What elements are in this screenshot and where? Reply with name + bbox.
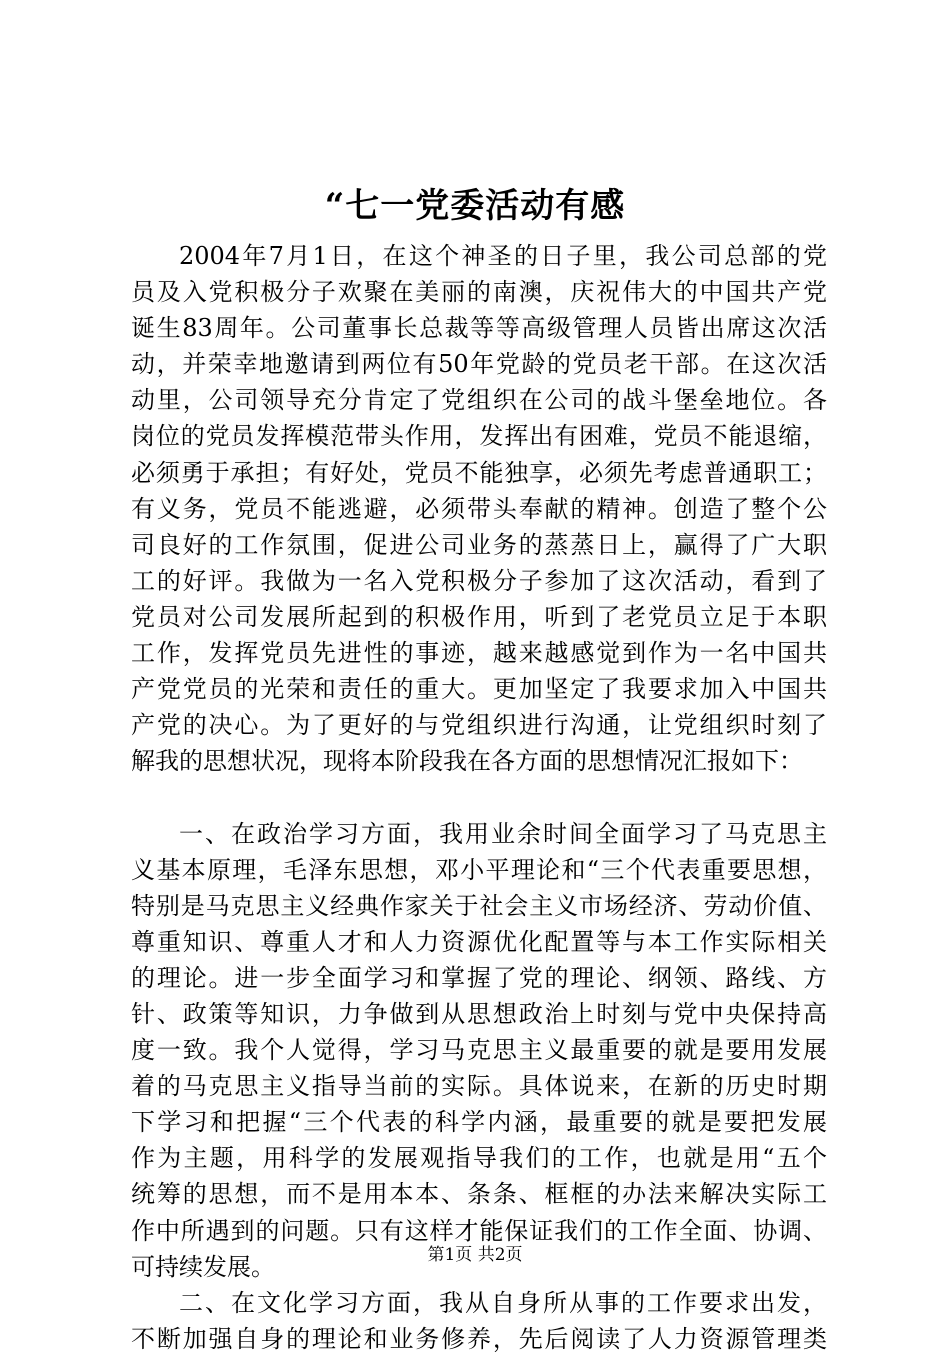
paragraph-3 — [131, 1285, 827, 1357]
text-line: 产党的决心。为了更好的与党组织进行沟通，让党组织时刻了 — [131, 711, 827, 740]
text-line: 度一致。我个人觉得，学习马克思主义最重要的就是要用发展 — [131, 1036, 827, 1065]
text-line: 动里，公司领导充分肯定了党组织在公司的战斗堡垒地位。各 — [131, 386, 827, 415]
paragraph-1 — [131, 238, 827, 779]
text-line: 特别是马克思主义经典作家关于社会主义市场经济、劳动价值、 — [131, 891, 827, 920]
text-line: 产党党员的光荣和责任的重大。更加坚定了我要求加入中国共 — [131, 675, 827, 704]
text-line: 的理论。进一步全面学习和掌握了党的理论、纲领、路线、方 — [131, 963, 827, 992]
text-line: 针、政策等知识，力争做到从思想政治上时刻与党中央保持高 — [131, 999, 827, 1028]
text-line: 工作，发挥党员先进性的事迹，越来越感觉到作为一名中国共 — [131, 639, 827, 668]
text-line: 必须勇于承担；有好处，党员不能独享，必须先考虑普通职工； — [131, 458, 827, 487]
text-line: 党员对公司发展所起到的积极作用，听到了老党员立足于本职 — [131, 602, 827, 631]
text-line: 一、在政治学习方面，我用业余时间全面学习了马克思主 — [179, 819, 827, 848]
text-line: 下学习和把握“三个代表的科学内涵，最重要的就是要把发展 — [131, 1108, 827, 1137]
text-line: 不断加强自身的理论和业务修养，先后阅读了人力资源管理类 — [131, 1324, 827, 1353]
text-line: 2004年7月1日，在这个神圣的日子里，我公司总部的党 — [179, 242, 827, 270]
text-line: 工的好评。我做为一名入党积极分子参加了这次活动，看到了 — [131, 566, 827, 595]
text-line: 员及入党积极分子欢聚在美丽的南澳，庆祝伟大的中国共产党 — [131, 278, 827, 307]
document-body — [131, 238, 827, 1357]
text-line: 着的马克思主义指导当前的实际。具体说来，在新的历史时期 — [131, 1072, 827, 1101]
text-line: 二、在文化学习方面，我从自身所从事的工作要求出发， — [179, 1288, 827, 1317]
text-line: 义基本原理，毛泽东思想，邓小平理论和“三个代表重要思想， — [131, 855, 827, 884]
text-line: 作为主题，用科学的发展观指导我们的工作，也就是用“五个 — [131, 1144, 827, 1173]
text-line: 岗位的党员发挥模范带头作用，发挥出有困难，党员不能退缩， — [131, 422, 827, 451]
text-line: 作中所遇到的问题。只有这样才能保证我们的工作全面、协调、 — [131, 1216, 827, 1245]
text-line: 诞生83周年。公司董事长总裁等等高级管理人员皆出席这次活 — [131, 314, 827, 343]
document-title: “七一党委活动有感 — [324, 186, 626, 226]
text-line: 解我的思想状况，现将本阶段我在各方面的思想情况汇报如下： — [131, 747, 803, 776]
paragraph-2 — [131, 816, 827, 1285]
text-line: 司良好的工作氛围，促进公司业务的蒸蒸日上，赢得了广大职 — [131, 530, 827, 559]
text-line: 有义务，党员不能逃避，必须带头奉献的精神。创造了整个公 — [131, 494, 827, 523]
text-line: 动，并荣幸地邀请到两位有50年党龄的党员老干部。在这次活 — [131, 350, 827, 379]
text-line: 统筹的思想，而不是用本本、条条、框框的办法来解决实际工 — [131, 1180, 827, 1209]
text-line: 尊重知识、尊重人才和人力资源优化配置等与本工作实际相关 — [131, 927, 827, 956]
page-footer: 第1页 共2页 — [427, 1245, 523, 1265]
paragraph-spacer — [131, 779, 827, 815]
text-line: 可持续发展。 — [131, 1252, 275, 1281]
